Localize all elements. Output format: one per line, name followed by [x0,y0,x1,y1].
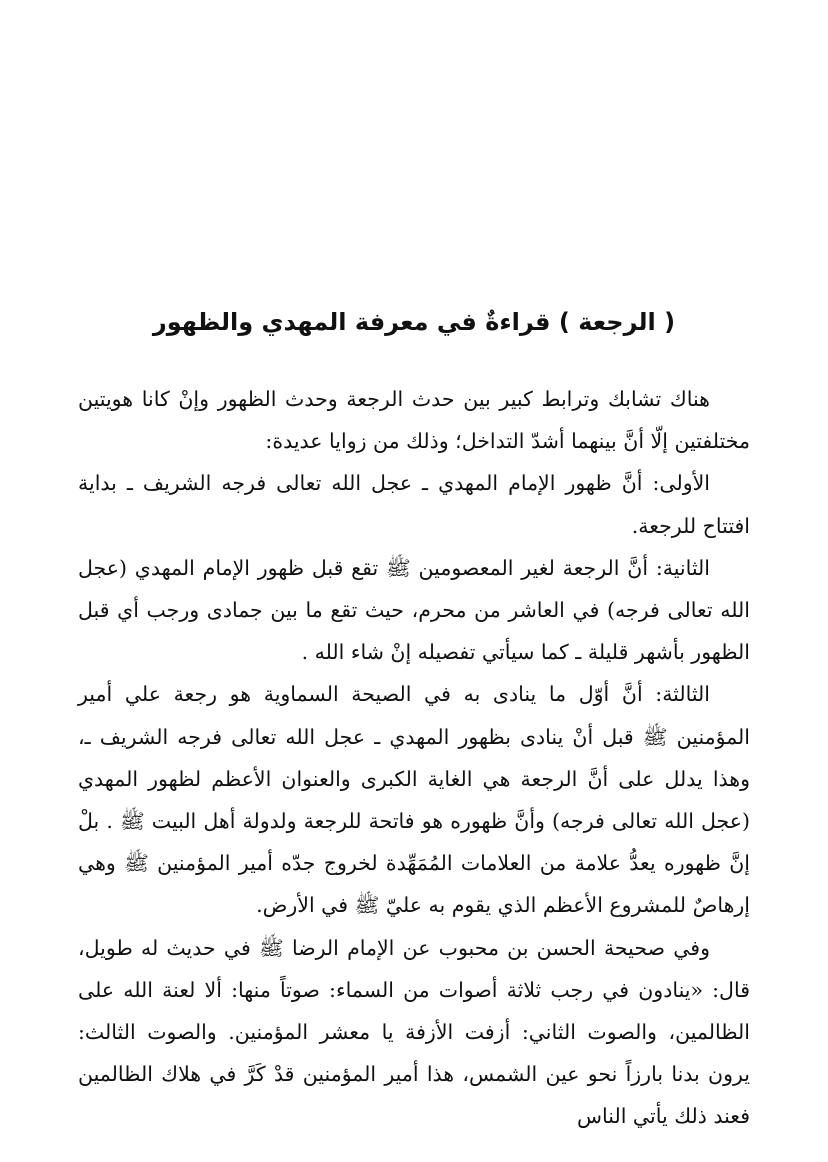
paragraph-second-point: الثانية: أنَّ الرجعة لغير المعصومين ﷺ تقع قبل ظهور الإمام المهدي (عجل الله تعالى فرجه) في العاشر من محرم، حيث تقع ما بين جمادى ورجب أي قبل الظهور بأشهر قليلة ـ كما سيأتي تفصيله إنْ شاء الله . [78,555,750,665]
paragraph-first-point: الأولى: أنَّ ظهور الإمام المهدي ـ عجل الله تعالى فرجه الشريف ـ بداية افتتاح للرجعة. [78,471,750,538]
body-text [78,378,750,1138]
chapter-title: ( الرجعة ) قراءةٌ في معرفة المهدي والظهور [152,308,676,336]
paragraph-third-point: الثالثة: أنَّ أوّل ما ينادى به في الصيحة السماوية هو رجعة علي أمير المؤمنين ﷺ قبل أنْ ينادى بظهور المهدي ـ عجل الله تعالى فرجه الشريف ـ، وهذا يدلل على أنَّ الرجعة هي الغاية الكبرى والعنوان الأعظم لظهور المهدي (عجل الله تعالى فرجه) وأنَّ ظهوره هو فاتحة للرجعة ولدولة أهل البيت ﷺ . بلْ إنَّ ظهوره يعدُّ علامة من العلامات المُمَهِّدة لخروج جدّه أمير المؤمنين ﷺ وهي إرهاصٌ للمشروع الأعظم الذي يقوم به عليّ ﷺ في الأرض. [78,682,750,918]
paragraph-hadith: وفي صحيحة الحسن بن محبوب عن الإمام الرضا ﷺ في حديث له طويل، قال: «ينادون في رجب ثلاثة أصوات من السماء: صوتاً منها: ألا لعنة الله على الظالمين، والصوت الثاني: أزفت الأزفة يا معشر المؤمنين. والصوت الثالث: يرون بدنا بارزاً نحو عين الشمس، هذا أمير المؤمنين قدْ كَرَّ في هلاك الظالمين فعند ذلك يأتي الناس [78,935,750,1129]
paragraph-intro: هناك تشابك وترابط كبير بين حدث الرجعة وحدث الظهور وإنْ كانا هويتين مختلفتين إلّا أنَّ بينهما أشدّ التداخل؛ وذلك من زوايا عديدة: [78,387,750,454]
